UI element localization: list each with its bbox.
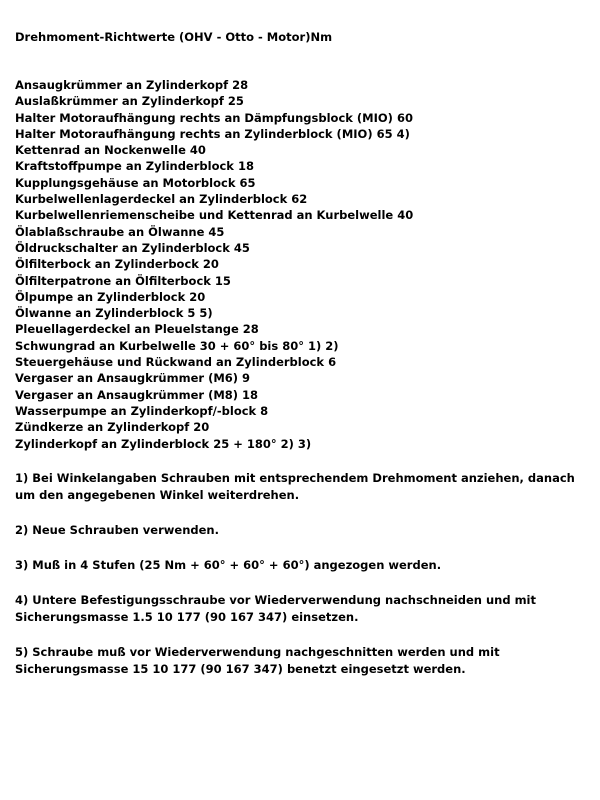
torque-spec-item: Kettenrad an Nockenwelle 40 xyxy=(15,143,206,158)
footnote: 1) Bei Winkelangaben Schrauben mit entsprechendem Drehmoment anziehen, danach um den angegebenen Winkel weiterdrehen. xyxy=(15,470,575,502)
torque-spec-item: Ölwanne an Zylinderblock 5 5) xyxy=(15,306,213,321)
torque-spec-item: Vergaser an Ansaugkrümmer (M6) 9 xyxy=(15,371,251,386)
torque-spec-item: Ölfilterbock an Zylinderbock 20 xyxy=(15,257,219,272)
footnote: 3) Muß in 4 Stufen (25 Nm + 60° + 60° + 60°) angezogen werden. xyxy=(15,557,442,572)
torque-spec-item: Zylinderkopf an Zylinderblock 25 + 180° 2) 3) xyxy=(15,436,312,451)
document-title: Drehmoment-Richtwerte (OHV - Otto - Motor)Nm xyxy=(15,30,333,44)
footnote: 2) Neue Schrauben verwenden. xyxy=(15,522,219,537)
footnote: 5) Schraube muß vor Wiederverwendung nachgeschnitten werden und mit Sicherungsmasse 15 10 177 (90 167 347) benetzt eingesetzt werden. xyxy=(15,644,500,676)
document-page xyxy=(15,29,590,696)
footnote: 4) Untere Befestigungsschraube vor Wiederverwendung nachschneiden und mit Sicherungsmasse 1.5 10 177 (90 167 347) einsetzen. xyxy=(15,592,536,624)
torque-spec-item: Pleuellagerdeckel an Pleuelstange 28 xyxy=(15,322,259,337)
torque-spec-item: Auslaßkrümmer an Zylinderkopf 25 xyxy=(15,94,244,109)
torque-spec-item: Ölpumpe an Zylinderblock 20 xyxy=(15,289,206,304)
torque-spec-item: Steuergehäuse und Rückwand an Zylinderblock 6 xyxy=(15,355,337,370)
torque-spec-item: Ansaugkrümmer an Zylinderkopf 28 xyxy=(15,78,249,92)
torque-spec-item: Halter Motoraufhängung rechts an Zylinderblock (MIO) 65 4) xyxy=(15,126,410,141)
torque-spec-item: Kupplungsgehäuse an Motorblock 65 xyxy=(15,175,256,190)
torque-spec-item: Ölablaßschraube an Ölwanne 45 xyxy=(15,224,225,239)
torque-spec-item: Schwungrad an Kurbelwelle 30 + 60° bis 80° 1) 2) xyxy=(15,338,339,353)
footnotes xyxy=(15,470,590,678)
torque-spec-list xyxy=(15,77,590,452)
torque-spec-item: Wasserpumpe an Zylinderkopf/-block 8 xyxy=(15,403,269,418)
torque-spec-item: Halter Motoraufhängung rechts an Dämpfungsblock (MIO) 60 xyxy=(15,110,413,125)
torque-spec-item: Zündkerze an Zylinderkopf 20 xyxy=(15,420,210,435)
torque-spec-item: Kurbelwellenlagerdeckel an Zylinderblock 62 xyxy=(15,192,308,207)
torque-spec-item: Vergaser an Ansaugkrümmer (M8) 18 xyxy=(15,387,259,402)
torque-spec-item: Öldruckschalter an Zylinderblock 45 xyxy=(15,240,250,255)
torque-spec-item: Ölfilterpatrone an Ölfilterbock 15 xyxy=(15,273,231,288)
torque-spec-item: Kraftstoffpumpe an Zylinderblock 18 xyxy=(15,159,254,174)
torque-spec-item: Kurbelwellenriemenscheibe und Kettenrad an Kurbelwelle 40 xyxy=(15,208,414,223)
